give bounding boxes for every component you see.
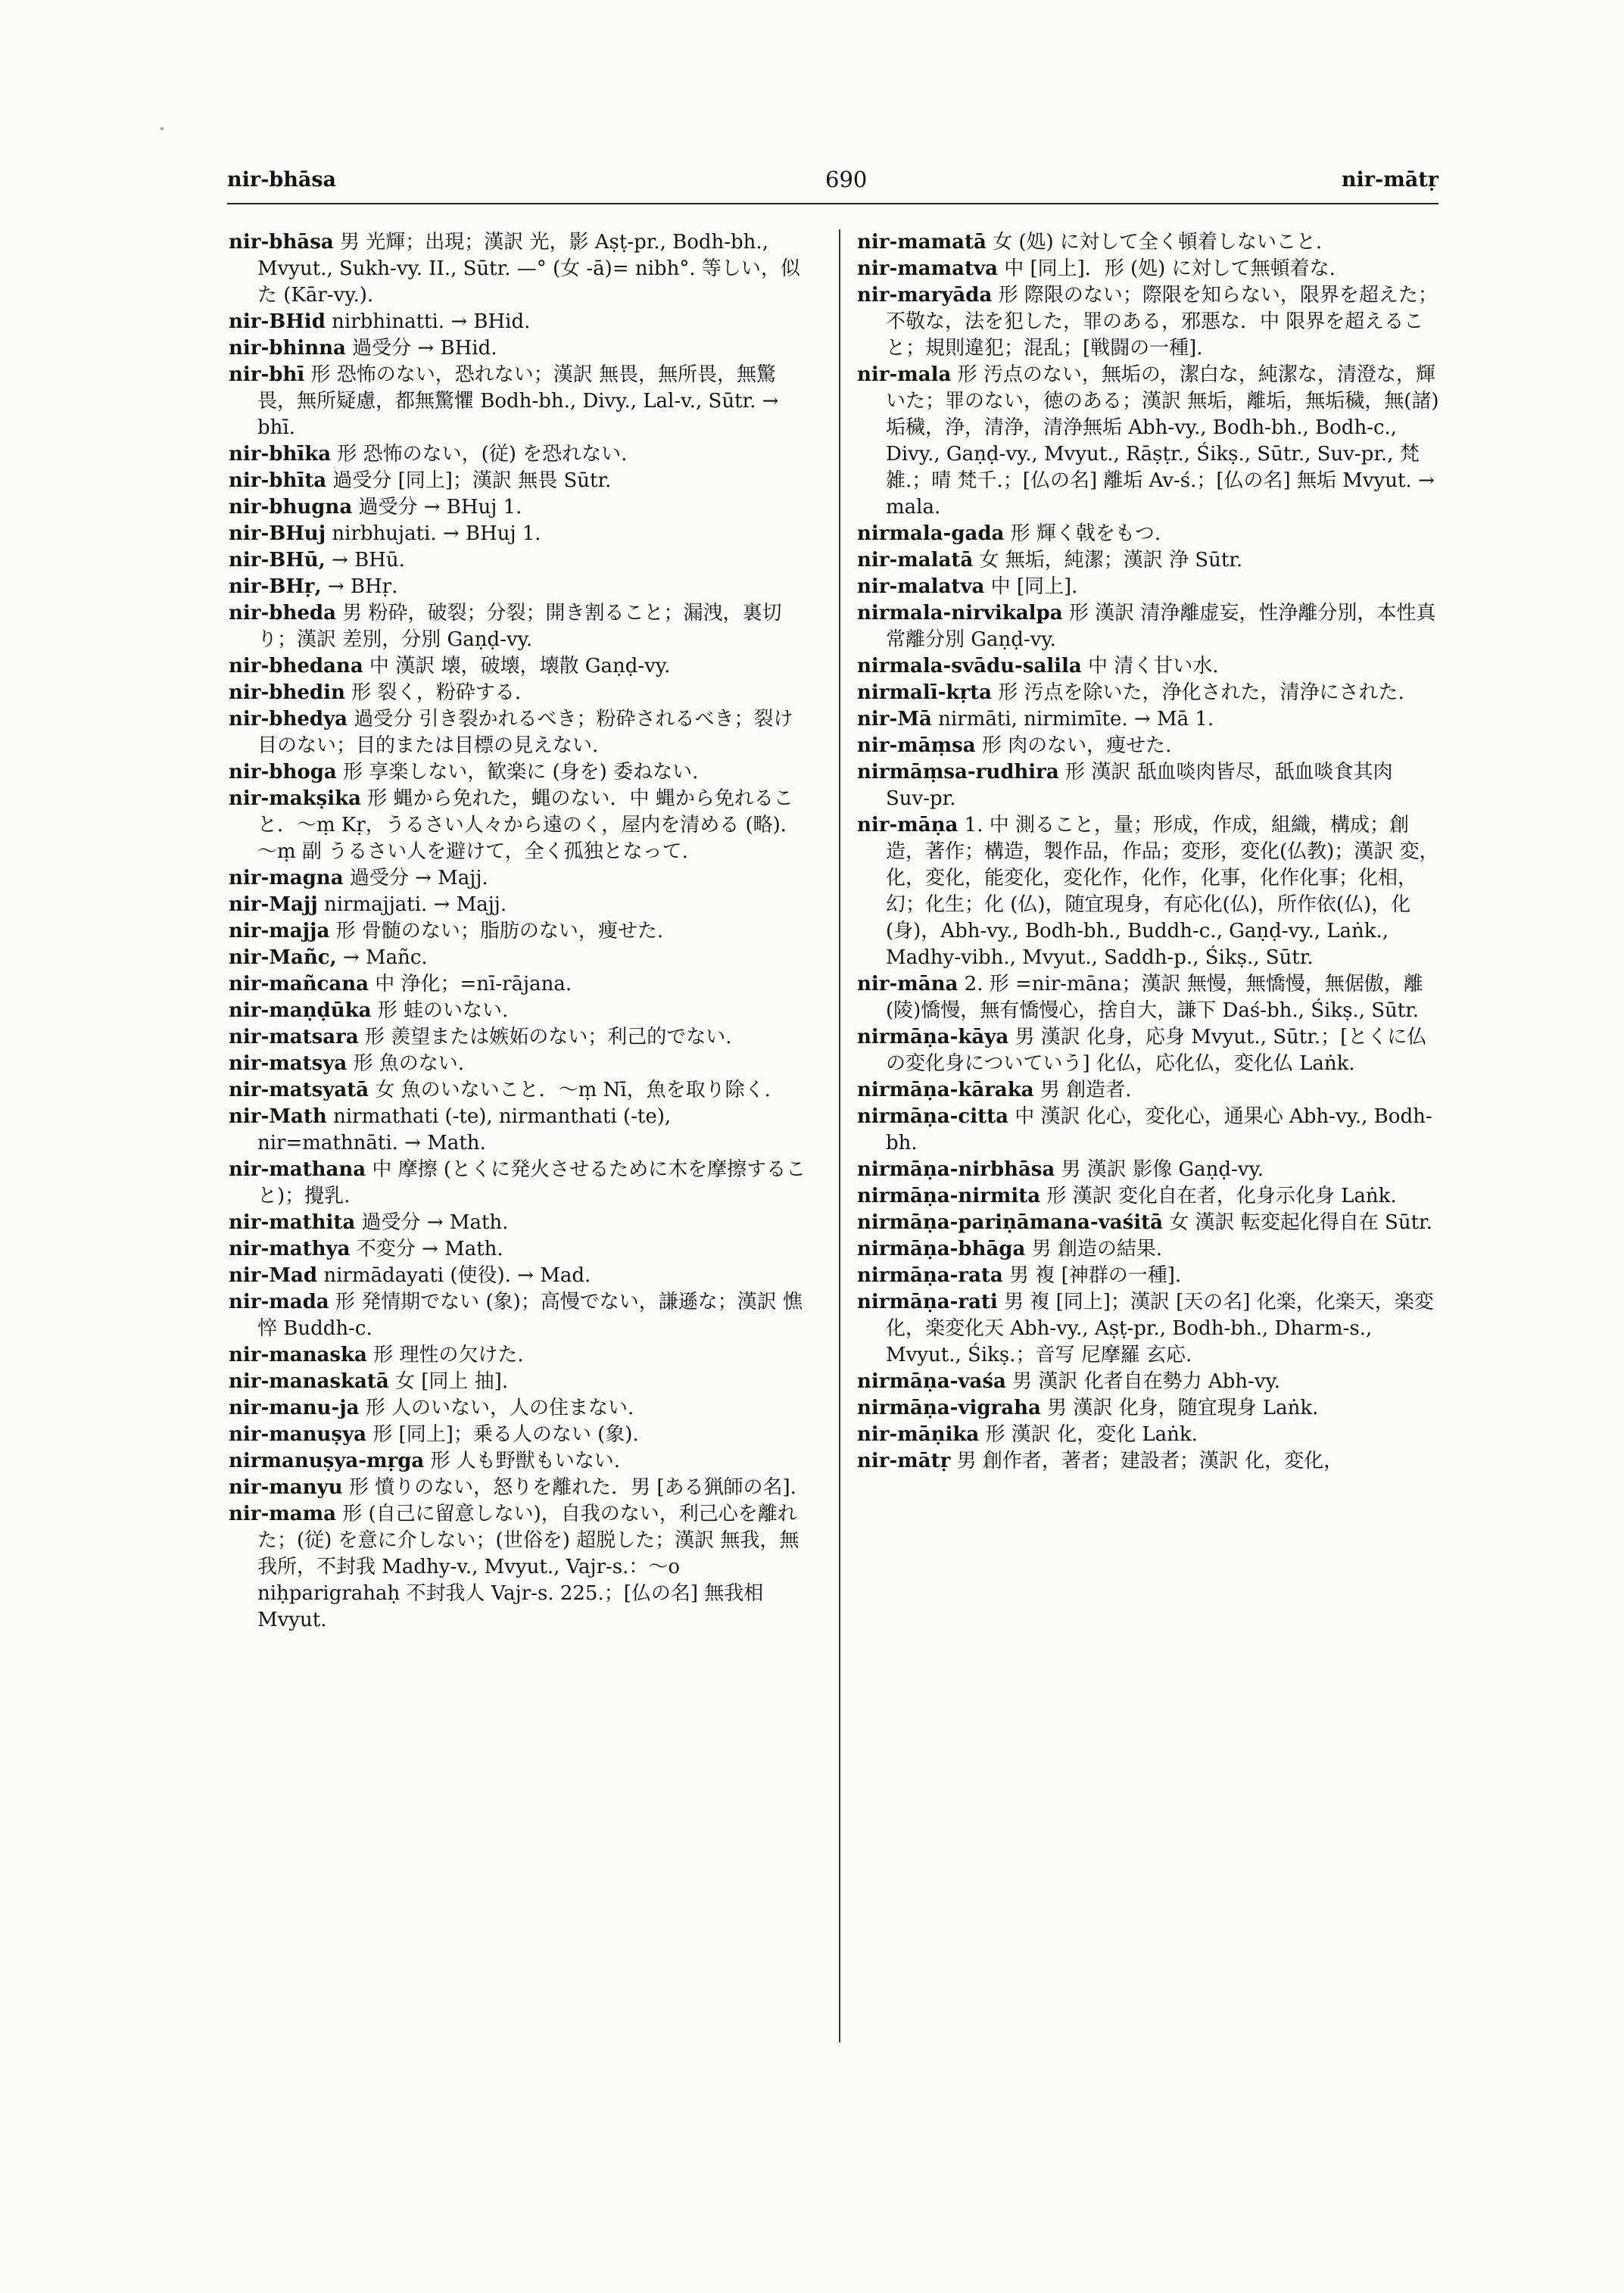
dictionary-entry bbox=[857, 1369, 1440, 1395]
entry-headword: nir-bhugna bbox=[229, 496, 353, 519]
entry-definition: 中 漢訳 化心，変化心，通果心 Abh-vy., Bodh-bh. bbox=[886, 1105, 1432, 1154]
dictionary-entry bbox=[229, 1051, 812, 1077]
dictionary-entry bbox=[229, 945, 812, 971]
entry-headword: nirmala-nirvikalpa bbox=[857, 602, 1063, 625]
entry-definition: 形 憤りのない，怒りを離れた．男 [ある猟師の名]. bbox=[342, 1476, 796, 1499]
dictionary-entry bbox=[229, 786, 812, 865]
dictionary-entry bbox=[857, 282, 1440, 362]
entry-headword: nirmāṇa-vigraha bbox=[857, 1397, 1041, 1419]
entry-definition: 形 漢訳 変化自在者，化身示化身 Laṅk. bbox=[1040, 1185, 1397, 1207]
dictionary-entry bbox=[229, 1422, 812, 1448]
entry-definition: nirmādayati (使役). → Mad. bbox=[317, 1264, 591, 1287]
dictionary-entry bbox=[857, 256, 1440, 282]
entry-definition: 女 [同上 抽]. bbox=[388, 1370, 509, 1393]
entry-headword: nir-Mā bbox=[857, 708, 932, 731]
entry-definition: nirmathati (-te), nirmanthati (-te), nir=mathnāti. → Math. bbox=[257, 1105, 672, 1154]
entry-definition: 男 光輝；出現；漢訳 光，影 Aṣṭ-pr., Bodh-bh., Mvyut., Sukh-vy. II., Sūtr. —° (女 -ā)= nibh°. 等しい，似た (Kār-vy.). bbox=[257, 231, 800, 307]
entry-headword: nir-Majj bbox=[229, 893, 318, 916]
dictionary-entry bbox=[857, 1210, 1440, 1236]
entry-headword: nir-malatva bbox=[857, 575, 985, 598]
entry-definition: nirbhujati. → BHuj 1. bbox=[326, 522, 541, 545]
dictionary-entry bbox=[229, 574, 812, 600]
entry-definition: 男 創作者，著者；建設者；漢訳 化，変化， bbox=[950, 1450, 1344, 1472]
dictionary-entry bbox=[857, 574, 1440, 600]
entry-definition: 形 羨望または嫉妬のない；利己的でない. bbox=[358, 1026, 732, 1048]
entry-definition: 男 漢訳 影像 Gaṇḍ-vy. bbox=[1055, 1158, 1264, 1181]
entry-definition: 中 摩擦 (とくに発火させるために木を摩擦すること)；攪乳. bbox=[257, 1158, 806, 1207]
entry-definition: 過受分 引き裂かれるべき；粉砕されるべき；裂け目のない；目的または目標の見えない. bbox=[257, 708, 793, 757]
dictionary-entry bbox=[229, 1342, 812, 1369]
dictionary-entry bbox=[229, 547, 812, 574]
entry-definition: 女 無垢，純潔；漢訳 浄 Sūtr. bbox=[973, 549, 1243, 572]
entry-headword: nir-Math bbox=[229, 1105, 327, 1128]
entry-headword: nir-māṇa bbox=[857, 814, 959, 837]
dictionary-entry bbox=[229, 1395, 812, 1422]
entry-headword: nirmalī-kṛta bbox=[857, 681, 992, 704]
dictionary-entry bbox=[857, 706, 1440, 733]
entry-definition: 中 [同上]．形 (処) に対して無頓着な. bbox=[997, 257, 1336, 280]
dictionary-entry bbox=[857, 362, 1440, 521]
dictionary-entry bbox=[229, 1501, 812, 1634]
entry-definition: 形 汚点のない，無垢の，潔白な，純潔な，清澄な，輝いた；罪のない，徳のある；漢訳 無垢，離垢，無垢穢，無(諸)垢穢，浄，清浄，清浄無垢 Abh-vy., Bodh-bh., Bodh-c., Divy., Gaṇḍ-vy., Mvyut., Rāṣṭr., Śikṣ., Sūtr., Suv-pr., 梵雑.；晴 梵千.；[仏の名] 離垢 Av-ś.；[仏の名] 無垢 Mvyut. → mala. bbox=[886, 363, 1439, 519]
dictionary-entry bbox=[857, 1024, 1440, 1077]
entry-definition: 不変分 → Math. bbox=[350, 1238, 503, 1260]
entry-headword: nir-māṇika bbox=[857, 1423, 980, 1446]
entry-headword: nir-Mad bbox=[229, 1264, 318, 1287]
entry-headword: nir-magna bbox=[229, 867, 344, 889]
entry-definition: 形 理性の欠けた. bbox=[366, 1344, 524, 1366]
entry-headword: nir-mathana bbox=[229, 1158, 366, 1181]
entry-definition: 男 粉砕，破裂；分裂；開き割ること；漏洩，裏切り；漢訳 差別，分別 Gaṇḍ-vy. bbox=[257, 602, 782, 651]
entry-definition: 男 漢訳 化者自在勢力 Abh-vy. bbox=[1005, 1370, 1281, 1393]
dictionary-entry bbox=[229, 918, 812, 945]
entry-headword: nir-Mañc, bbox=[229, 946, 337, 969]
entry-definition: 男 漢訳 化身，応身 Mvyut., Sūtr.；[とくに仏の変化身についていう] 化仏，応化仏，変化仏 Laṅk. bbox=[886, 1026, 1427, 1075]
entry-definition: 過受分 → BHid. bbox=[345, 337, 497, 360]
left-column bbox=[229, 229, 812, 2046]
entry-definition: 形 輝く戟をもつ. bbox=[1004, 522, 1161, 545]
dictionary-entry bbox=[229, 1369, 812, 1395]
entry-definition: 形 漢訳 舐血啖肉皆尽，舐血啖食其肉 Suv-pr. bbox=[886, 761, 1393, 810]
page-number: 690 bbox=[825, 167, 868, 192]
dictionary-entry bbox=[229, 1157, 812, 1210]
right-column bbox=[857, 229, 1440, 2046]
dictionary-entry bbox=[857, 1157, 1440, 1183]
entry-definition: 1. 中 測ること，量；形成，作成，組織，構成；創造，著作；構造，製作品，作品；変形，変化(仏教)；漢訳 変，化，変化，能変化，変化作，化作，化事，化作化事；化相，幻；化生；化 (仏)，随宜現身，有応化(仏)，所作依(仏)，化(身)，Abh-vy., Bodh-bh., Buddh-c., Gaṇḍ-vy., Laṅk., Madhy-vibh., Mvyut., Saddh-p., Śikṣ., Sūtr. bbox=[886, 814, 1439, 969]
entry-headword: nirmanuṣya-mṛga bbox=[229, 1450, 425, 1472]
entry-definition: 中 清く甘い水. bbox=[1081, 655, 1219, 678]
entry-definition: 形 漢訳 清浄離虚妄，性浄離分別，本性真常離分別 Gaṇḍ-vy. bbox=[886, 602, 1436, 651]
scan-speck bbox=[161, 127, 164, 130]
entry-definition: 形 [同上]；乗る人のない (象). bbox=[366, 1423, 639, 1446]
entry-headword: nir-mama bbox=[229, 1503, 336, 1525]
entry-headword: nir-BHṛ, bbox=[229, 575, 322, 598]
entry-definition: 形 魚のない. bbox=[347, 1052, 465, 1075]
entry-definition: 形 際限のない；際限を知らない，限界を超えた；不敬な，法を犯した，罪のある，邪悪な．中 限界を超えること；規則違犯；混乱；[戦闘の一種]. bbox=[886, 284, 1438, 360]
column-divider bbox=[839, 229, 840, 2042]
entry-headword: nir-bhāsa bbox=[229, 231, 334, 254]
entry-headword: nir-bhedana bbox=[229, 655, 363, 678]
entry-definition: 形 肉のない，痩せた. bbox=[975, 734, 1172, 757]
dictionary-entry bbox=[229, 494, 812, 521]
entry-definition: nirmajjati. → Majj. bbox=[317, 893, 507, 916]
entry-headword: nir-māna bbox=[857, 973, 959, 995]
dictionary-entry bbox=[229, 1263, 812, 1289]
entry-headword: nirmāṇa-pariṇāmana-vaśitā bbox=[857, 1211, 1163, 1234]
entry-definition: 中 浄化；=nī-rājana. bbox=[368, 973, 572, 995]
entry-definition: 形 恐怖のない，(従) を恐れない. bbox=[331, 443, 628, 466]
entry-definition: 女 魚のいないこと．～ṃ Nī，魚を取り除く. bbox=[369, 1079, 771, 1101]
header-rule bbox=[227, 203, 1439, 204]
dictionary-entry bbox=[229, 998, 812, 1024]
entry-headword: nir-bhedin bbox=[229, 681, 345, 704]
dictionary-entry bbox=[229, 309, 812, 335]
entry-headword: nirmāṇa-nirbhāsa bbox=[857, 1158, 1055, 1181]
entry-headword: nir-maryāda bbox=[857, 284, 993, 307]
entry-definition: 中 漢訳 壊，破壊，壊散 Gaṇḍ-vy. bbox=[363, 655, 671, 678]
dictionary-entry bbox=[229, 362, 812, 441]
entry-definition: 2. 形 =nir-māna；漢訳 無慢，無憍慢，無倨傲，離(陵)憍慢，無有憍慢心，捨自大，謙下 Daś-bh., Śikṣ., Sūtr. bbox=[886, 973, 1423, 1022]
entry-headword: nir-mala bbox=[857, 363, 952, 386]
dictionary-entry bbox=[857, 1289, 1440, 1369]
entry-headword: nir-bhinna bbox=[229, 337, 346, 360]
dictionary-entry bbox=[857, 521, 1440, 547]
entry-definition: 過受分 [同上]；漢訳 無畏 Sūtr. bbox=[326, 469, 612, 492]
dictionary-entry bbox=[229, 971, 812, 998]
dictionary-entry bbox=[229, 759, 812, 786]
entry-definition: 形 恐怖のない，恐れない；漢訳 無畏，無所畏，無驚畏，無所疑慮，都無驚懼 Bodh-bh., Divy., Lal-v., Sūtr. → bhī. bbox=[257, 363, 779, 439]
entry-headword: nir-bhoga bbox=[229, 761, 337, 784]
dictionary-entry bbox=[229, 1289, 812, 1342]
entry-headword: nir-matsya bbox=[229, 1052, 348, 1075]
entry-headword: nirmāṇa-nirmita bbox=[857, 1185, 1041, 1207]
entry-definition: → Mañc. bbox=[336, 946, 428, 969]
entry-headword: nirmala-svādu-salila bbox=[857, 655, 1082, 678]
entry-headword: nir-makṣika bbox=[229, 787, 362, 810]
entry-definition: 形 (自己に留意しない)，自我のない，利己心を離れた；(従) を意に介しない；(世俗を) 超脱した；漢訳 無我，無我所，不封我 Madhy-v., Mvyut., Vajr-s.：～o niḥparigrahaḥ 不封我人 Vajr-s. 225.；[仏の名] 無我相 Mvyut. bbox=[257, 1503, 800, 1631]
dictionary-entry bbox=[229, 680, 812, 706]
entry-definition: 過受分 → Majj. bbox=[343, 867, 488, 889]
entry-definition: 形 骨髄のない；脂肪のない，痩せた. bbox=[329, 920, 664, 942]
entry-definition: → BHū. bbox=[325, 549, 405, 572]
dictionary-entry bbox=[229, 1210, 812, 1236]
dictionary-entry bbox=[229, 441, 812, 468]
entry-definition: 男 漢訳 化身，随宜現身 Laṅk. bbox=[1040, 1397, 1319, 1419]
dictionary-entry bbox=[229, 1448, 812, 1475]
entry-definition: 形 人も野獣もいない. bbox=[424, 1450, 621, 1472]
entry-definition: 男 複 [神群の一種]. bbox=[1002, 1264, 1182, 1287]
entry-definition: 過受分 → BHuj 1. bbox=[352, 496, 522, 519]
dictionary-entry bbox=[229, 653, 812, 680]
entry-headword: nir-mada bbox=[229, 1291, 329, 1313]
dictionary-entry bbox=[857, 1395, 1440, 1422]
entry-definition: 過受分 → Math. bbox=[355, 1211, 509, 1234]
dictionary-entry bbox=[857, 547, 1440, 574]
entry-headword: nir-mamatva bbox=[857, 257, 998, 280]
entry-definition: 中 [同上]. bbox=[984, 575, 1078, 598]
entry-headword: nirmāṇa-citta bbox=[857, 1105, 1008, 1128]
entry-definition: → BHṛ. bbox=[321, 575, 398, 598]
entry-headword: nir-manaskatā bbox=[229, 1370, 389, 1393]
entry-headword: nir-BHid bbox=[229, 310, 326, 333]
entry-definition: 形 発情期でない (象)；高慢でない，謙遜な；漢訳 憔悴 Buddh-c. bbox=[257, 1291, 803, 1340]
entry-headword: nir-mātṛ bbox=[857, 1450, 951, 1472]
dictionary-entry bbox=[229, 1475, 812, 1501]
entry-headword: nir-māṃsa bbox=[857, 734, 976, 757]
entry-headword: nirmāṇa-rata bbox=[857, 1264, 1003, 1287]
entry-headword: nirmāṇa-kāya bbox=[857, 1026, 1009, 1048]
entry-headword: nir-manaska bbox=[229, 1344, 367, 1366]
entry-headword: nirmāṇa-bhāga bbox=[857, 1238, 1026, 1260]
dictionary-entry bbox=[857, 680, 1440, 706]
entry-definition: 形 人のいない，人の住まない. bbox=[359, 1397, 634, 1419]
dictionary-entry bbox=[857, 1104, 1440, 1157]
dictionary-entry bbox=[229, 1024, 812, 1051]
dictionary-entry bbox=[229, 229, 812, 309]
running-head-right: nir-mātṛ bbox=[1341, 168, 1439, 192]
entry-definition: 形 享楽しない，歓楽に (身を) 委ねない. bbox=[336, 761, 699, 784]
entry-headword: nir-mamatā bbox=[857, 231, 987, 254]
dictionary-entry bbox=[229, 335, 812, 362]
entry-headword: nir-manuṣya bbox=[229, 1423, 367, 1446]
dictionary-entry bbox=[857, 812, 1440, 971]
dictionary-entry bbox=[229, 468, 812, 494]
entry-definition: 男 複 [同上]；漢訳 [天の名] 化楽，化楽天，楽変化，楽変化天 Abh-vy., Aṣṭ-pr., Bodh-bh., Dharm-s., Mvyut., Śikṣ.；音写 尼摩羅 玄応. bbox=[886, 1291, 1434, 1366]
entry-headword: nirmāṇa-kāraka bbox=[857, 1079, 1034, 1101]
dictionary-entry bbox=[857, 653, 1440, 680]
entry-headword: nir-bhī bbox=[229, 363, 305, 386]
dictionary-entry bbox=[857, 1236, 1440, 1263]
dictionary-entry bbox=[857, 1263, 1440, 1289]
entry-definition: 男 創造の結果. bbox=[1025, 1238, 1163, 1260]
entry-headword: nir-majja bbox=[229, 920, 330, 942]
entry-headword: nir-bheda bbox=[229, 602, 336, 625]
dictionary-entry bbox=[857, 733, 1440, 759]
running-head-left: nir-bhāsa bbox=[227, 168, 337, 192]
entry-headword: nir-manu-ja bbox=[229, 1397, 360, 1419]
dictionary-entry bbox=[229, 521, 812, 547]
entry-headword: nir-mathita bbox=[229, 1211, 356, 1234]
dictionary-entry bbox=[857, 971, 1440, 1024]
entry-definition: 女 (処) に対して全く頓着しないこと. bbox=[986, 231, 1323, 254]
entry-headword: nir-bhīta bbox=[229, 469, 327, 492]
entry-headword: nir-BHuj bbox=[229, 522, 326, 545]
dictionary-entry bbox=[857, 600, 1440, 653]
dictionary-entry bbox=[857, 1422, 1440, 1448]
entry-headword: nir-maṇḍūka bbox=[229, 999, 372, 1022]
dictionary-entry bbox=[229, 600, 812, 653]
dictionary-entry bbox=[229, 892, 812, 918]
dictionary-entry bbox=[857, 229, 1440, 256]
dictionary-entry bbox=[229, 1104, 812, 1157]
page-header bbox=[227, 168, 1439, 206]
entry-headword: nir-matsara bbox=[229, 1026, 359, 1048]
entry-headword: nir-bhedya bbox=[229, 708, 348, 731]
entry-headword: nirmāṇa-rati bbox=[857, 1291, 998, 1313]
entry-definition: 形 漢訳 化，変化 Laṅk. bbox=[979, 1423, 1198, 1446]
entry-headword: nir-mañcana bbox=[229, 973, 369, 995]
entry-headword: nir-BHū, bbox=[229, 549, 326, 572]
dictionary-entry bbox=[229, 1236, 812, 1263]
dictionary-entry bbox=[229, 706, 812, 759]
dictionary-entry bbox=[857, 759, 1440, 812]
entry-headword: nir-mathya bbox=[229, 1238, 351, 1260]
entry-definition: nirbhinatti. → BHid. bbox=[325, 310, 531, 333]
entry-headword: nir-matsyatā bbox=[229, 1079, 369, 1101]
entry-definition: 形 汚点を除いた，浄化された，清浄にされた. bbox=[991, 681, 1404, 704]
entry-definition: 男 創造者. bbox=[1033, 1079, 1132, 1101]
dictionary-entry bbox=[229, 1077, 812, 1104]
dictionary-entry bbox=[229, 865, 812, 892]
entry-definition: nirmāti, nirmimīte. → Mā 1. bbox=[931, 708, 1214, 731]
entry-definition: 形 蝿から免れた，蝿のない．中 蝿から免れること．～ṃ Kṛ，うるさい人々から遠のく，屋内を清める (略)．～ṃ 副 うるさい人を避けて，全く孤独となって. bbox=[257, 787, 800, 863]
entry-headword: nirmāṇa-vaśa bbox=[857, 1370, 1006, 1393]
entry-headword: nirmāṃsa-rudhira bbox=[857, 761, 1059, 784]
entry-headword: nir-malatā bbox=[857, 549, 974, 572]
entry-headword: nir-bhīka bbox=[229, 443, 332, 466]
entry-definition: 女 漢訳 転変起化得自在 Sūtr. bbox=[1162, 1211, 1432, 1234]
dictionary-entry bbox=[857, 1183, 1440, 1210]
entry-headword: nirmala-gada bbox=[857, 522, 1005, 545]
dictionary-entry bbox=[857, 1077, 1440, 1104]
entry-definition: 形 裂く，粉砕する. bbox=[344, 681, 522, 704]
dictionary-entry bbox=[857, 1448, 1440, 1475]
entry-headword: nir-manyu bbox=[229, 1476, 343, 1499]
entry-definition: 形 蛙のいない. bbox=[371, 999, 509, 1022]
